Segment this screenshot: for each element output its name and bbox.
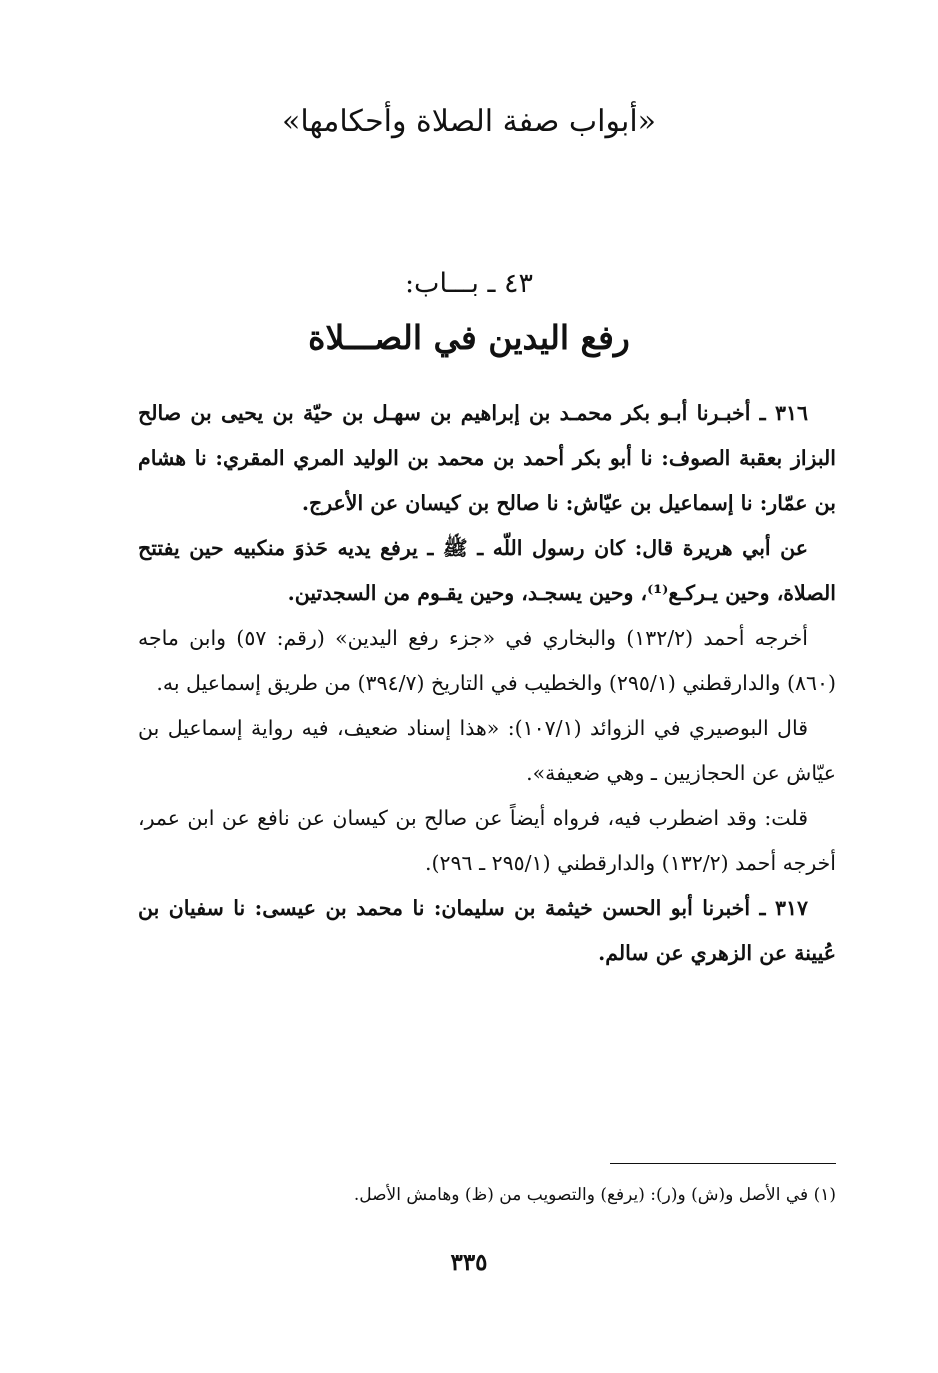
chapter-number: ٤٣ ـ بـــاب: xyxy=(404,268,534,299)
running-head: «أبواب صفة الصلاة وأحكامها» xyxy=(281,104,657,139)
busiri-paragraph: قال البوصيري في الزوائد (١٠٧/١): «هذا إسناد ضعيف، فيه رواية إسماعيل بن عيّاش عن الحجازيين ـ وهي ضعيفة». xyxy=(138,716,836,785)
footnote: (١) في الأصل و(ش) و(ر): (يرفع) والتصويب من (ظ) وهامش الأصل. xyxy=(353,1185,836,1205)
author-note-paragraph: قلت: وقد اضطرب فيه، فرواه أيضاً عن صالح بن كيسان عن نافع عن ابن عمر، أخرجه أحمد (١٣٢/٢) والدارقطني (٢٩٥/١ ـ ٢٩٦). xyxy=(138,806,836,875)
page-number: ٣٣٥ xyxy=(450,1249,488,1276)
footnote-divider xyxy=(610,1163,836,1164)
body-text xyxy=(138,391,836,976)
takhrij-paragraph: أخرجه أحمد (١٣٢/٢) والبخاري في «جزء رفع اليدين» (رقم: ٥٧) وابن ماجه (٨٦٠) والدارقطني (٢٩٥/١) والخطيب في التاريخ (٣٩٤/٧) من طريق إسماعيل به. xyxy=(138,626,836,695)
hadith-317-isnad: ٣١٧ ـ أخبرنا أبو الحسن خيثمة بن سليمان: نا محمد بن عيسى: نا سفيان بن عُيينة عن الزهري عن سالم. xyxy=(138,896,836,965)
hadith-316-isnad: ٣١٦ ـ أخبـرنا أبـو بكر محمـد بن إبراهيم بن سهـل بن حيّة بن يحيى بن صالح البزاز بعقبة الصوف: نا أبو بكر أحمد بن محمد بن الوليد المري المقري: نا هشام بن عمّار: نا إسماعيل بن عيّاش: نا صالح بن كيسان عن الأعرج. xyxy=(138,401,836,515)
chapter-title: رفع اليدين في الصـــلاة xyxy=(308,318,630,357)
hadith-316-matn: عن أبي هريرة قال: كان رسول اللّه ـ ﷺ ـ يرفع يديه حَذوَ منكبيه حين يفتتح الصلاة، وحين يـركـع⁽¹⁾، وحين يسجـد، وحين يقـوم من السجدتين. xyxy=(138,536,836,605)
